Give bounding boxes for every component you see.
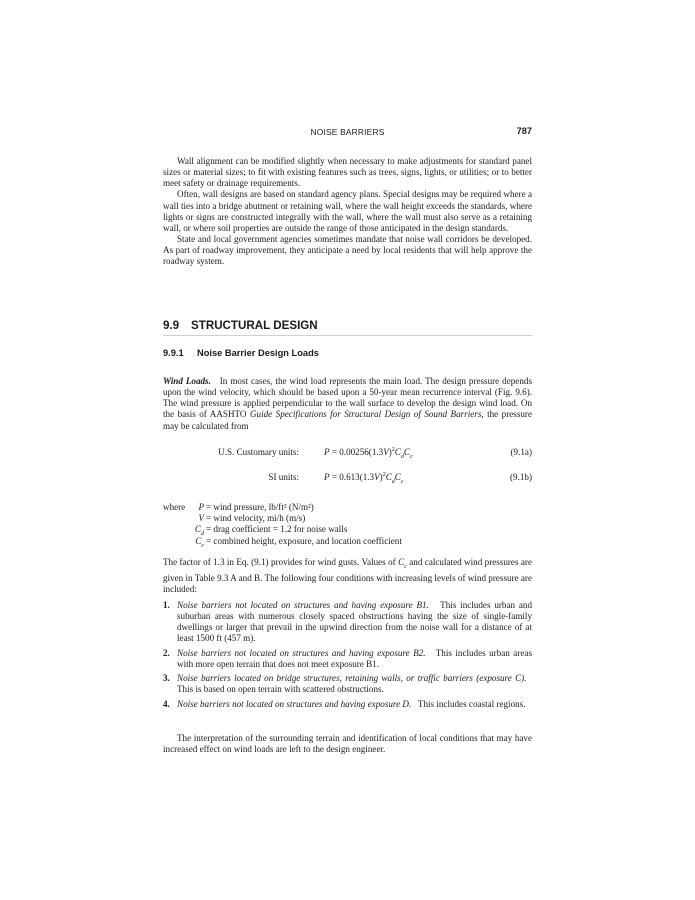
symbol: P	[198, 502, 204, 512]
definition-row	[163, 513, 532, 524]
condition-title: Noise barriers not located on structures and having exposure B2.	[177, 647, 426, 658]
intro-text	[163, 156, 532, 268]
symbol: $C_c$	[195, 535, 204, 549]
equation-9-1a	[163, 447, 532, 459]
section-number: 9.9	[163, 319, 180, 332]
condition-text: This includes urban areas with more open terrain that does not meet exposure B1.	[177, 647, 532, 669]
wind-loads-paragraph	[163, 376, 532, 432]
symbol: V	[198, 513, 204, 524]
factor-paragraph: The factor of 1.3 in Eq. (9.1) provides for wind gusts. Values of $C_c$ and calculated wind pressures are given in Table 9.3 A and B. The following four conditions with increasing levels of wind pressure are included:	[163, 557, 532, 595]
condition-title: Noise barriers not located on structures and having exposure D.	[177, 698, 412, 709]
wind-text-1: In most cases, the wind load represents the main load. The design pressure depends upon the wind velocity, which should be based upon a 50-year mean recurrence interval (Fig. 9.6). The wind pressure is applied perpendicular to the wall surface to develop the design wind load. On the basis of AASHTO	[163, 376, 532, 420]
page-number: 787	[516, 126, 532, 136]
paragraph: State and local government agencies sometimes mandate that noise wall corridors be developed. As part of roadway improvement, they anticipate a need by local residents that will help approve the roadway system.	[163, 234, 532, 267]
equation-number: (9.1b)	[510, 472, 532, 482]
list-item: 3. Noise barriers located on bridge structures, retaining walls, or traffic barriers (exposure C). This is based on open terrain with scattered obstructions.	[163, 673, 527, 695]
condition-text: This includes coastal regions.	[417, 698, 526, 709]
subsection-heading	[163, 348, 319, 358]
definition: = wind velocity, mi/h (m/s)	[206, 513, 306, 524]
condition-title: Noise barriers not located on structures and having exposure B1.	[177, 600, 429, 610]
subsection-title: Noise Barrier Design Loads	[197, 348, 319, 358]
page-header	[163, 126, 532, 140]
variable-definitions	[163, 502, 532, 547]
list-item: 4. Noise barriers not located on structures and having exposure D. This includes coastal regions.	[163, 698, 526, 709]
run-in-heading: Wind Loads.	[163, 376, 211, 386]
symbol: $C_d$	[194, 524, 204, 538]
paragraph: Wall alignment can be modified slightly when necessary to make adjustments for standard panel sizes or material sizes; to fit with existing features such as trees, signs, lights, or utilities; or to better meet safety or drainage requirements.	[163, 156, 532, 189]
where-word: where	[163, 502, 186, 512]
condition-text: This is based on open terrain with scattered obstructions.	[177, 684, 384, 695]
equation-9-1b	[163, 472, 532, 484]
definition-row	[163, 524, 532, 538]
paragraph: Often, wall designs are based on standard agency plans. Special designs may be required where a wall ties into a bridge abutment or retaining wall, where the wall height exceeds the standards, where lights or signs are constructed integrally with the wall, where the wall must also serve as a retaining wall, or where soil properties are outside the range of those anticipated in the design standards.	[163, 189, 532, 233]
definition: = wind pressure, lb/ft² (N/m²)	[206, 502, 314, 512]
condition-title: Noise barriers located on bridge structures, retaining walls, or traffic barriers (exposure C).	[177, 673, 527, 684]
equation-number: (9.1a)	[510, 447, 532, 457]
definition: = combined height, exposure, and location coefficient	[206, 535, 402, 546]
conditions-list	[163, 600, 532, 713]
equation-formula: $P = 0.613(1.3V)^2C_dC_c$	[324, 472, 404, 485]
section-heading	[163, 319, 532, 336]
equation-label: SI units:	[268, 472, 299, 482]
running-head: NOISE BARRIERS	[310, 127, 385, 137]
list-item: 2. Noise barriers not located on structures and having exposure B2. This includes urban areas with more open terrain that does not meet exposure B1.	[163, 647, 532, 669]
guide-title: Guide Specifications for Structural Design of Sound Barriers,	[249, 409, 484, 420]
equation-label: U.S. Customary units:	[218, 447, 299, 457]
closing-paragraph: The interpretation of the surrounding terrain and identification of local conditions that may have increased effect on wind loads are left to the design engineer.	[163, 733, 532, 755]
definition: = drag coefficient = 1.2 for noise walls	[206, 524, 348, 535]
subsection-number: 9.9.1	[163, 348, 184, 358]
list-item: 1. Noise barriers not located on structures and having exposure B1. This includes urban and suburban areas with numerous closely spaced obstructions having the size of single-family dwellings or larger that prevail in the upwind direction from the noise wall for a distance of at least 1500 ft (457 m).	[163, 600, 532, 644]
definition-row	[163, 502, 532, 513]
wind-text-2: the pressure may be calculated from	[163, 409, 532, 431]
definition-row	[163, 536, 532, 547]
section-title: STRUCTURAL DESIGN	[191, 319, 318, 332]
condition-text: This includes urban and suburban areas with numerous closely spaced obstructions having the size of single-family dwellings or larger that prevail in the upwind direction from the noise wall for a distance of at least 1500 ft (457 m).	[177, 600, 532, 644]
equation-formula: $P = 0.00256(1.3V)^2C_dC_c$	[324, 447, 413, 460]
